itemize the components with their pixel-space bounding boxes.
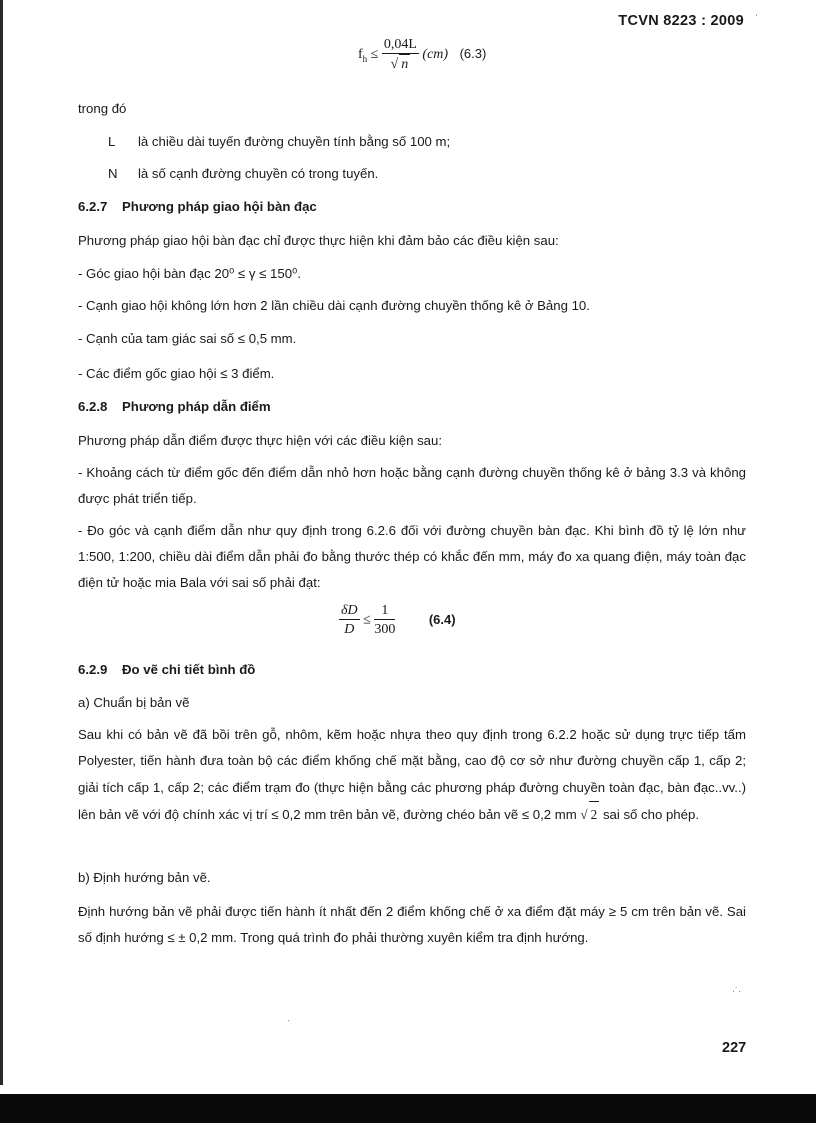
section-heading-6-2-7: 6.2.7 Phương pháp giao hội bàn đạc	[78, 199, 317, 214]
s628-intro: Phương pháp dẫn điểm được thực hiện với các điều kiện sau:	[78, 433, 443, 448]
s627-item-angle: - Góc giao hội bàn đạc 20⁰ ≤ γ ≤ 150⁰.	[78, 266, 301, 281]
definition-text: là chiều dài tuyến đường chuyền tính bằng số 100 m;	[138, 134, 451, 149]
scan-bottom-edge	[0, 1094, 816, 1123]
standard-code: TCVN 8223 : 2009	[618, 13, 744, 29]
definition-symbol: N	[108, 166, 118, 181]
where-label: trong đó	[78, 101, 127, 116]
s627-item-triangle: - Cạnh của tam giác sai số ≤ 0,5 mm.	[78, 331, 297, 346]
sqrt-expression: √ 2	[580, 807, 599, 822]
page-number: 227	[722, 1040, 747, 1056]
s629-sub-b: b) Định hướng bản vẽ.	[78, 870, 211, 885]
s629-sub-a: a) Chuẩn bị bản vẽ	[78, 695, 190, 710]
section-heading-6-2-9: 6.2.9 Đo vẽ chi tiết bình đồ	[78, 662, 256, 677]
eq-rhs-numerator: 1	[374, 602, 395, 620]
eq-lhs-denominator: D	[344, 622, 355, 637]
eq-rhs-fraction	[374, 602, 395, 639]
eq-label: (6.4)	[428, 611, 456, 627]
eq-numerator: 0,04L	[383, 37, 417, 52]
s627-item-points: - Các điểm gốc giao hội ≤ 3 điểm.	[78, 366, 275, 381]
eq-label: (6.3)	[459, 46, 487, 62]
equation-6-4	[339, 602, 456, 639]
para-a-text: Sau khi có bản vẽ đã bồi trên gỗ, nhôm, kẽm hoặc nhựa theo quy định trong 6.2.2 hoặc sử dụng trực tiếp tấm Polyester, tiến hành đưa toàn bộ các điểm khống chế mặt bằng, cao độ cơ sở như đường chuyền cấp 1, cấp 2; giải tích cấp 1, cấp 2; các điểm trạm đo (thực hiện bằng các phương pháp đường chuyền toàn đạc, bàn đạc..vv..) lên bản vẽ với độ chính xác vị trí ≤ 0,2 mm trên bản vẽ, đường chéo bản vẽ ≤ 0,2 mm	[78, 727, 746, 822]
definition-symbol: L	[108, 134, 116, 149]
eq-unit: (cm)	[422, 47, 449, 63]
eq-relation: ≤	[363, 612, 371, 628]
s627-item-side: - Cạnh giao hội không lớn hơn 2 lần chiều dài cạnh đường chuyền thống kê ở Bảng 10.	[78, 298, 590, 313]
eq-lhs: $f_h$	[358, 47, 368, 65]
eq-lhs-numerator: δD	[341, 603, 358, 618]
s628-item-2: - Đo góc và cạnh điểm dẫn như quy định trong 6.2.6 đối với đường chuyền bàn đạc. Khi bình đồ tỷ lệ lớn như 1:500, 1:200, chiều dài điểm dẫn phải đo bằng thước thép có khắc đến mm, máy đo xa quang điện, máy toàn đạc điện tử hoặc mia Bala với sai số phải đạt:	[78, 523, 746, 590]
eq-relation: ≤	[370, 47, 379, 63]
equation-6-3	[358, 36, 486, 74]
scan-left-edge	[0, 0, 3, 1085]
s628-item-1: - Khoảng cách từ điểm gốc đến điểm dẫn nhỏ hơn hoặc bằng cạnh đường chuyền thống kê ở bảng 3.3 và không được phát triển tiếp.	[78, 465, 746, 506]
s629-para-b: Định hướng bản vẽ phải được tiến hành ít nhất đến 2 điểm khống chế ở xa điểm đặt máy ≥ 5 cm trên bản vẽ. Sai số định hướng ≤ ± 0,2 mm. Trong quá trình đo phải thường xuyên kiểm tra định hướng.	[78, 904, 746, 945]
s629-para-a	[78, 722, 746, 828]
eq-rhs-denominator: 300	[374, 622, 396, 637]
section-heading-6-2-8: 6.2.8 Phương pháp dẫn điểm	[78, 399, 271, 414]
eq-lhs-fraction	[339, 602, 360, 639]
para-a-tail: sai số cho phép.	[602, 806, 699, 822]
scan-speck: ˈ	[755, 14, 759, 25]
scan-speck: ˊ	[287, 1019, 290, 1029]
eq-fraction	[382, 36, 419, 74]
s627-intro: Phương pháp giao hội bàn đạc chỉ được thực hiện khi đảm bảo các điều kiện sau:	[78, 233, 559, 248]
eq-denominator: √ n	[382, 54, 419, 74]
definition-text: là số cạnh đường chuyền có trong tuyến.	[138, 166, 379, 181]
scan-speck: ·˙·	[732, 986, 741, 996]
